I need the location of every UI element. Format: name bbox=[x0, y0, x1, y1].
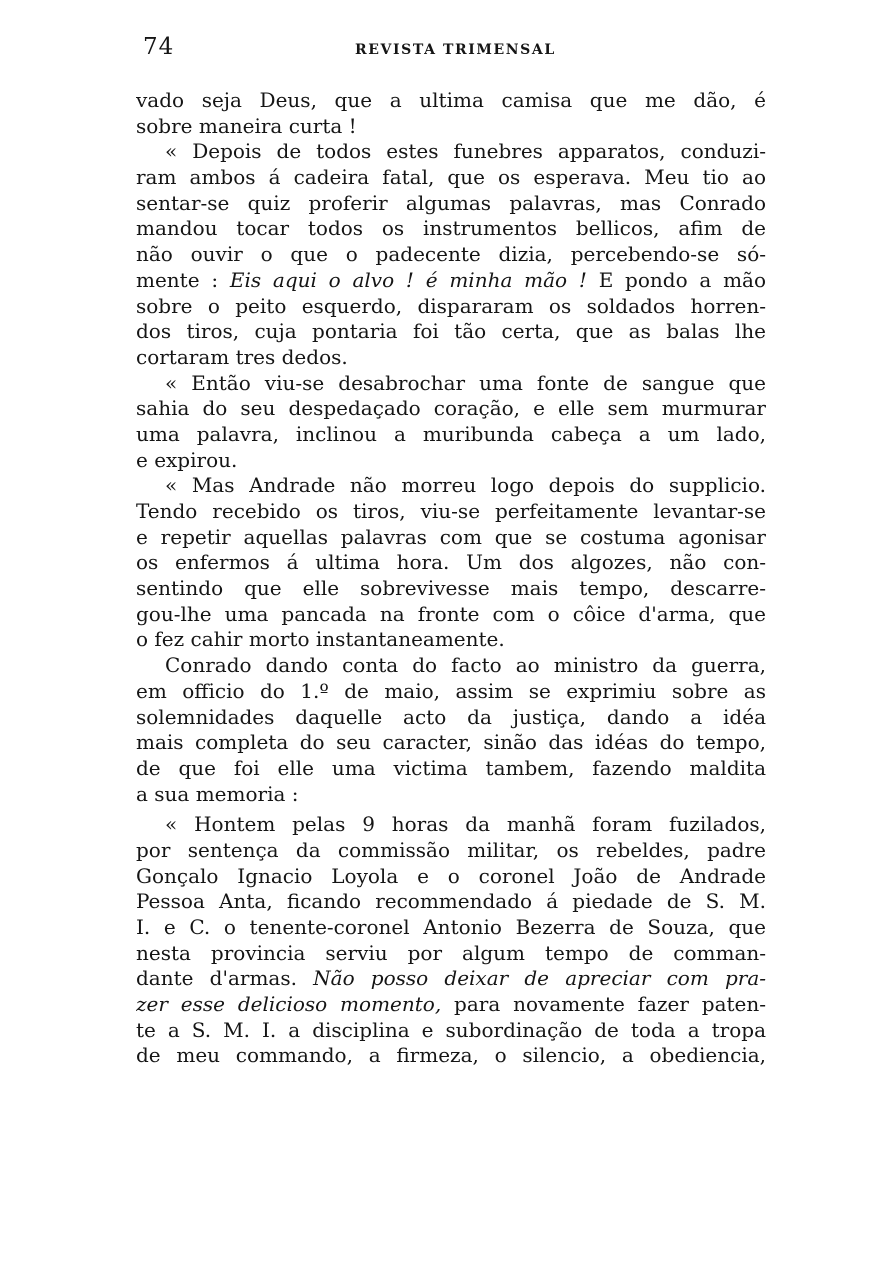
text-line: sentindo que elle sobrevivesse mais tempo, descarre- bbox=[136, 576, 766, 601]
running-head: REVISTA TRIMENSAL bbox=[355, 42, 556, 58]
text-line bbox=[136, 966, 766, 992]
text-line: sobre maneira curta ! bbox=[136, 113, 357, 138]
text-line: mais completa do seu caracter, sinão das idéas do tempo, bbox=[136, 730, 766, 755]
text-line: I. e C. o tenente-coronel Antonio Bezerra de Souza, que bbox=[136, 915, 766, 939]
text-line: e repetir aquellas palavras com que se costuma agonisar bbox=[136, 524, 766, 549]
text-line: a sua memoria : bbox=[136, 781, 299, 806]
text-line: por sentença da commissão militar, os rebeldes, padre bbox=[136, 837, 766, 862]
text-line: Conrado dando conta do facto ao ministro da guerra, bbox=[165, 653, 766, 678]
text-fragment: para novamente fazer paten- bbox=[454, 992, 766, 1017]
italic-quote: zer esse delicioso momento, bbox=[136, 992, 442, 1017]
paragraph-3 bbox=[136, 371, 766, 474]
text-line: « Depois de todos estes funebres apparatos, conduzi- bbox=[165, 139, 766, 164]
paragraph-5 bbox=[136, 653, 766, 807]
text-line: ram ambos á cadeira fatal, que os esperava. Meu tio ao bbox=[136, 165, 766, 190]
text-line: não ouvir o que o padecente dizia, percebendo-se só- bbox=[136, 242, 766, 267]
text-line: cortaram tres dedos. bbox=[136, 344, 348, 369]
text-line: « Mas Andrade não morreu logo depois do supplicio. bbox=[165, 473, 766, 498]
text-line: de que foi elle uma victima tambem, fazendo maldita bbox=[136, 755, 766, 780]
text-line: mandou tocar todos os instrumentos bellicos, afim de bbox=[136, 216, 766, 241]
paragraph-2 bbox=[136, 139, 766, 370]
text-line bbox=[136, 268, 766, 294]
text-line: os enfermos á ultima hora. Um dos algozes, não con- bbox=[136, 550, 766, 575]
text-fragment: dante d'armas. bbox=[136, 966, 297, 991]
text-line: Pessoa Anta, ficando recommendado á piedade de S. M. bbox=[136, 889, 766, 914]
italic-quote: Não posso deixar de apreciar com pra- bbox=[313, 966, 766, 991]
page-number: 74 bbox=[143, 34, 175, 60]
text-line: nesta provincia serviu por algum tempo de comman- bbox=[136, 940, 766, 965]
text-line: gou-lhe uma pancada na fronte com o côice d'arma, que bbox=[136, 601, 766, 626]
text-line: de meu commando, a firmeza, o silencio, a obediencia, bbox=[136, 1043, 766, 1068]
text-line: sentar-se quiz proferir algumas palavras, mas Conrado bbox=[136, 190, 766, 215]
page-header bbox=[143, 34, 765, 64]
text-line: e expirou. bbox=[136, 447, 238, 472]
text-line: vado seja Deus, que a ultima camisa que me dão, é bbox=[136, 88, 766, 112]
text-line: solemnidades daquelle acto da justiça, dando a idéa bbox=[136, 704, 766, 729]
body-text bbox=[136, 88, 766, 1069]
italic-quote: Eis aqui o alvo ! é minha mão ! bbox=[229, 267, 587, 292]
text-fragment: E pondo a mão bbox=[598, 267, 766, 292]
paragraph-4 bbox=[136, 473, 766, 653]
text-line: em officio do 1.º de maio, assim se exprimiu sobre as bbox=[136, 678, 766, 703]
text-line bbox=[136, 992, 766, 1018]
text-line: « Hontem pelas 9 horas da manhã foram fuzilados, bbox=[165, 812, 766, 837]
text-line: te a S. M. I. a disciplina e subordinação de toda a tropa bbox=[136, 1017, 766, 1042]
text-line: uma palavra, inclinou a muribunda cabeça a um lado, bbox=[136, 421, 766, 446]
text-line: Gonçalo Ignacio Loyola e o coronel João de Andrade bbox=[136, 863, 766, 888]
text-fragment: mente : bbox=[136, 267, 219, 292]
text-line: sahia do seu despedaçado coração, e elle sem murmurar bbox=[136, 396, 766, 421]
text-line: dos tiros, cuja pontaria foi tão certa, que as balas lhe bbox=[136, 319, 766, 344]
text-line: o fez cahir morto instantaneamente. bbox=[136, 627, 505, 652]
text-line: sobre o peito esquerdo, dispararam os soldados horren- bbox=[136, 293, 766, 318]
paragraph-1 bbox=[136, 88, 766, 139]
text-line: Tendo recebido os tiros, viu-se perfeitamente levantar-se bbox=[136, 499, 766, 523]
text-line: « Então viu-se desabrochar uma fonte de sangue que bbox=[165, 370, 766, 395]
paragraph-6 bbox=[136, 812, 766, 1069]
